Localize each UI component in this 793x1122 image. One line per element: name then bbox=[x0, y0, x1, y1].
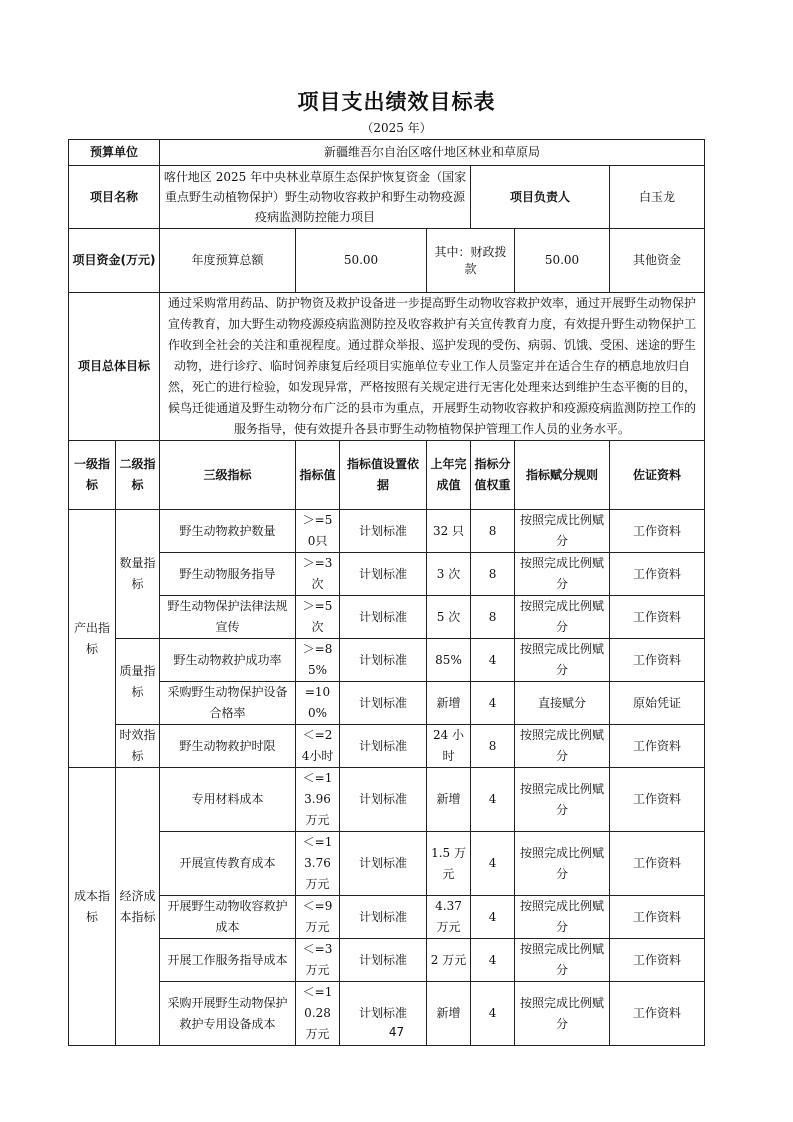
indicator-last-year: 新增 bbox=[427, 982, 471, 1046]
table-row bbox=[69, 896, 705, 939]
indicator-evidence: 工作资料 bbox=[610, 596, 705, 639]
indicator-basis: 计划标准 bbox=[340, 768, 427, 832]
group-economic-cost: 经济成本指标 bbox=[116, 768, 160, 1046]
indicator-name: 野生动物救护成功率 bbox=[160, 639, 296, 682]
indicator-value: ＜=10.28 万元 bbox=[296, 982, 340, 1046]
indicator-last-year: 新增 bbox=[427, 682, 471, 725]
indicator-value: ＞=85% bbox=[296, 639, 340, 682]
indicator-weight: 4 bbox=[471, 682, 515, 725]
indicator-last-year: 新增 bbox=[427, 768, 471, 832]
indicator-weight: 8 bbox=[471, 725, 515, 768]
table-row bbox=[69, 939, 705, 982]
group-quality: 质量指标 bbox=[116, 639, 160, 725]
table-row bbox=[69, 832, 705, 896]
indicator-basis: 计划标准 bbox=[340, 510, 427, 553]
indicator-basis: 计划标准 bbox=[340, 832, 427, 896]
indicator-weight: 4 bbox=[471, 639, 515, 682]
indicator-basis: 计划标准 bbox=[340, 982, 427, 1046]
indicator-basis: 计划标准 bbox=[340, 896, 427, 939]
table-row bbox=[69, 682, 705, 725]
col-header-evidence: 佐证资料 bbox=[610, 441, 705, 510]
other-funds-label: 其他资金 bbox=[610, 229, 705, 293]
indicator-name: 野生动物救护时限 bbox=[160, 725, 296, 768]
indicator-basis: 计划标准 bbox=[340, 939, 427, 982]
table-row bbox=[69, 553, 705, 596]
table-row bbox=[69, 639, 705, 682]
indicator-name: 采购野生动物保护设备合格率 bbox=[160, 682, 296, 725]
fiscal-allocation-value: 50.00 bbox=[515, 229, 610, 293]
indicator-weight: 4 bbox=[471, 939, 515, 982]
indicator-rule: 按照完成比例赋分 bbox=[515, 768, 610, 832]
indicator-evidence: 工作资料 bbox=[610, 725, 705, 768]
indicator-last-year: 2 万元 bbox=[427, 939, 471, 982]
project-leader-label: 项目负责人 bbox=[471, 166, 610, 229]
indicator-name: 野生动物救护数量 bbox=[160, 510, 296, 553]
indicator-basis: 计划标准 bbox=[340, 682, 427, 725]
indicator-weight: 4 bbox=[471, 896, 515, 939]
indicator-value: ＞=3次 bbox=[296, 553, 340, 596]
indicator-value: ＜=9万元 bbox=[296, 896, 340, 939]
col-header-weight: 指标分值权重 bbox=[471, 441, 515, 510]
indicator-name: 开展工作服务指导成本 bbox=[160, 939, 296, 982]
indicator-weight: 4 bbox=[471, 982, 515, 1046]
col-header-level1: 一级指标 bbox=[69, 441, 116, 510]
group-timeliness: 时效指标 bbox=[116, 725, 160, 768]
indicator-basis: 计划标准 bbox=[340, 596, 427, 639]
overall-goal-label: 项目总体目标 bbox=[69, 293, 160, 441]
indicator-value: ＜=3万元 bbox=[296, 939, 340, 982]
indicator-basis: 计划标准 bbox=[340, 553, 427, 596]
unit-value: 新疆维吾尔自治区喀什地区林业和草原局 bbox=[160, 140, 705, 166]
group-cost: 成本指标 bbox=[69, 768, 116, 1046]
indicator-rule: 按照完成比例赋分 bbox=[515, 896, 610, 939]
unit-label: 预算单位 bbox=[69, 140, 160, 166]
indicator-weight: 4 bbox=[471, 832, 515, 896]
indicator-evidence: 工作资料 bbox=[610, 768, 705, 832]
col-header-basis: 指标值设置依据 bbox=[340, 441, 427, 510]
indicator-evidence: 工作资料 bbox=[610, 639, 705, 682]
indicator-rule: 按照完成比例赋分 bbox=[515, 553, 610, 596]
indicator-value: ＞=50只 bbox=[296, 510, 340, 553]
table-row bbox=[69, 596, 705, 639]
annual-budget-value: 50.00 bbox=[296, 229, 427, 293]
indicator-rule: 按照完成比例赋分 bbox=[515, 939, 610, 982]
indicator-rule: 按照完成比例赋分 bbox=[515, 639, 610, 682]
group-output: 产出指标 bbox=[69, 510, 116, 768]
col-header-level2: 二级指标 bbox=[116, 441, 160, 510]
indicator-last-year: 85% bbox=[427, 639, 471, 682]
annual-budget-label: 年度预算总额 bbox=[160, 229, 296, 293]
indicator-rule: 按照完成比例赋分 bbox=[515, 596, 610, 639]
indicator-value: ＜=24小时 bbox=[296, 725, 340, 768]
indicator-last-year: 5 次 bbox=[427, 596, 471, 639]
fiscal-allocation-label: 其中：财政拨款 bbox=[427, 229, 515, 293]
indicator-evidence: 原始凭证 bbox=[610, 682, 705, 725]
indicator-evidence: 工作资料 bbox=[610, 982, 705, 1046]
overall-goal-text: 通过采购常用药品、防护物资及救护设备进一步提高野生动物收容救护效率，通过开展野生动物保护宣传教育，加大野生动物疫源疫病监测防控及收容救护有关宣传教育力度，有效提升野生动物保护工作收到全社会的关注和重视程度。通过群众举报、巡护发现的受伤、病弱、饥饿、受困、迷途的野生动物，进行诊疗、临时饲养康复后经项目实施单位专业工作人员鉴定并在适合生存的栖息地放归自然，死亡的进行检验，如发现异常，严格按照有关规定进行无害化处理来达到维护生态平衡的目的，候鸟迁徙通道及野生动物分布广泛的县市为重点，开展野生动物收容救护和疫源疫病监测防控工作的服务指导，使有效提升各县市野生动物植物保护管理工作人员的业务水平。 bbox=[160, 293, 705, 441]
indicator-evidence: 工作资料 bbox=[610, 939, 705, 982]
col-header-value: 指标值 bbox=[296, 441, 340, 510]
indicator-name: 野生动物保护法律法规宣传 bbox=[160, 596, 296, 639]
indicator-rule: 直接赋分 bbox=[515, 682, 610, 725]
project-name-value: 喀什地区 2025 年中央林业草原生态保护恢复资金（国家重点野生动植物保护）野生动物收容救护和野生动物疫源疫病监测防控能力项目 bbox=[160, 166, 471, 229]
indicator-value: ＞=5次 bbox=[296, 596, 340, 639]
indicator-last-year: 1.5 万元 bbox=[427, 832, 471, 896]
indicator-value: ＜=13.76 万元 bbox=[296, 832, 340, 896]
indicator-basis: 计划标准 bbox=[340, 639, 427, 682]
indicator-basis: 计划标准 bbox=[340, 725, 427, 768]
indicator-evidence: 工作资料 bbox=[610, 510, 705, 553]
indicator-name: 采购开展野生动物保护救护专用设备成本 bbox=[160, 982, 296, 1046]
table-row bbox=[69, 725, 705, 768]
indicator-rule: 按照完成比例赋分 bbox=[515, 982, 610, 1046]
indicator-last-year: 3 次 bbox=[427, 553, 471, 596]
indicator-name: 野生动物服务指导 bbox=[160, 553, 296, 596]
indicator-last-year: 32 只 bbox=[427, 510, 471, 553]
indicator-name: 开展宣传教育成本 bbox=[160, 832, 296, 896]
indicator-rule: 按照完成比例赋分 bbox=[515, 832, 610, 896]
col-header-level3: 三级指标 bbox=[160, 441, 296, 510]
indicator-name: 专用材料成本 bbox=[160, 768, 296, 832]
indicator-value: =100% bbox=[296, 682, 340, 725]
indicator-evidence: 工作资料 bbox=[610, 896, 705, 939]
indicator-rule: 按照完成比例赋分 bbox=[515, 510, 610, 553]
indicator-last-year: 24 小时 bbox=[427, 725, 471, 768]
funds-label: 项目资金(万元) bbox=[69, 229, 160, 293]
indicator-value: ＜=13.96 万元 bbox=[296, 768, 340, 832]
indicator-rule: 按照完成比例赋分 bbox=[515, 725, 610, 768]
indicator-weight: 4 bbox=[471, 768, 515, 832]
table-row bbox=[69, 510, 705, 553]
indicator-weight: 8 bbox=[471, 596, 515, 639]
indicator-weight: 8 bbox=[471, 510, 515, 553]
table-row bbox=[69, 768, 705, 832]
indicator-last-year: 4.37 万元 bbox=[427, 896, 471, 939]
indicator-name: 开展野生动物收容救护成本 bbox=[160, 896, 296, 939]
performance-target-table bbox=[68, 139, 705, 1046]
col-header-last-year: 上年完成值 bbox=[427, 441, 471, 510]
project-leader-value: 白玉龙 bbox=[610, 166, 705, 229]
project-name-label: 项目名称 bbox=[69, 166, 160, 229]
indicator-evidence: 工作资料 bbox=[610, 832, 705, 896]
page-number: 47 bbox=[388, 1025, 405, 1039]
page-title: 项目支出绩效目标表 bbox=[297, 90, 496, 114]
page-subtitle: （2025 年） bbox=[361, 121, 432, 135]
indicator-weight: 8 bbox=[471, 553, 515, 596]
indicator-evidence: 工作资料 bbox=[610, 553, 705, 596]
group-quantity: 数量指标 bbox=[116, 510, 160, 639]
col-header-rule: 指标赋分规则 bbox=[515, 441, 610, 510]
